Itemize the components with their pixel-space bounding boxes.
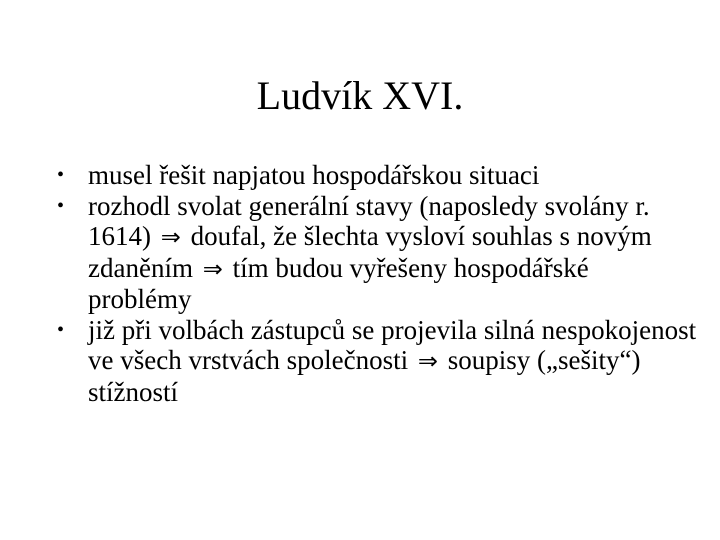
implies-arrow-icon: ⇒	[417, 347, 439, 375]
bullet-text-2a: rozhodl svolat generální stavy (naposledy svolány r. 1614)	[88, 190, 650, 251]
bullet-text-2c: tím budou vyřešeny hospodářské problémy	[88, 252, 589, 314]
slide-title-text: Ludvík XVI.	[256, 73, 464, 118]
bullet-icon: •	[57, 194, 65, 217]
bullet-list	[57, 160, 697, 407]
implies-arrow-icon: ⇒	[160, 223, 181, 251]
bullet-item-1	[57, 160, 697, 191]
bullet-text-1: musel řešit napjatou hospodářskou situaci	[88, 160, 540, 190]
bullet-text-3a: již při volbách zástupců se projevila silná nespokojenost ve všech vrstvách společnosti	[88, 314, 697, 375]
implies-arrow-icon: ⇒	[202, 254, 223, 283]
bullet-icon: •	[57, 164, 65, 186]
bullet-icon: •	[57, 318, 65, 341]
slide-title	[0, 70, 720, 122]
bullet-text-2b: doufal, že šlechta vysloví souhlas s novým zdaněním	[88, 221, 652, 283]
bullet-item-3	[57, 315, 697, 408]
bullet-text-3b: soupisy („sešity“) stížností	[88, 345, 641, 407]
bullet-item-2	[57, 191, 697, 315]
